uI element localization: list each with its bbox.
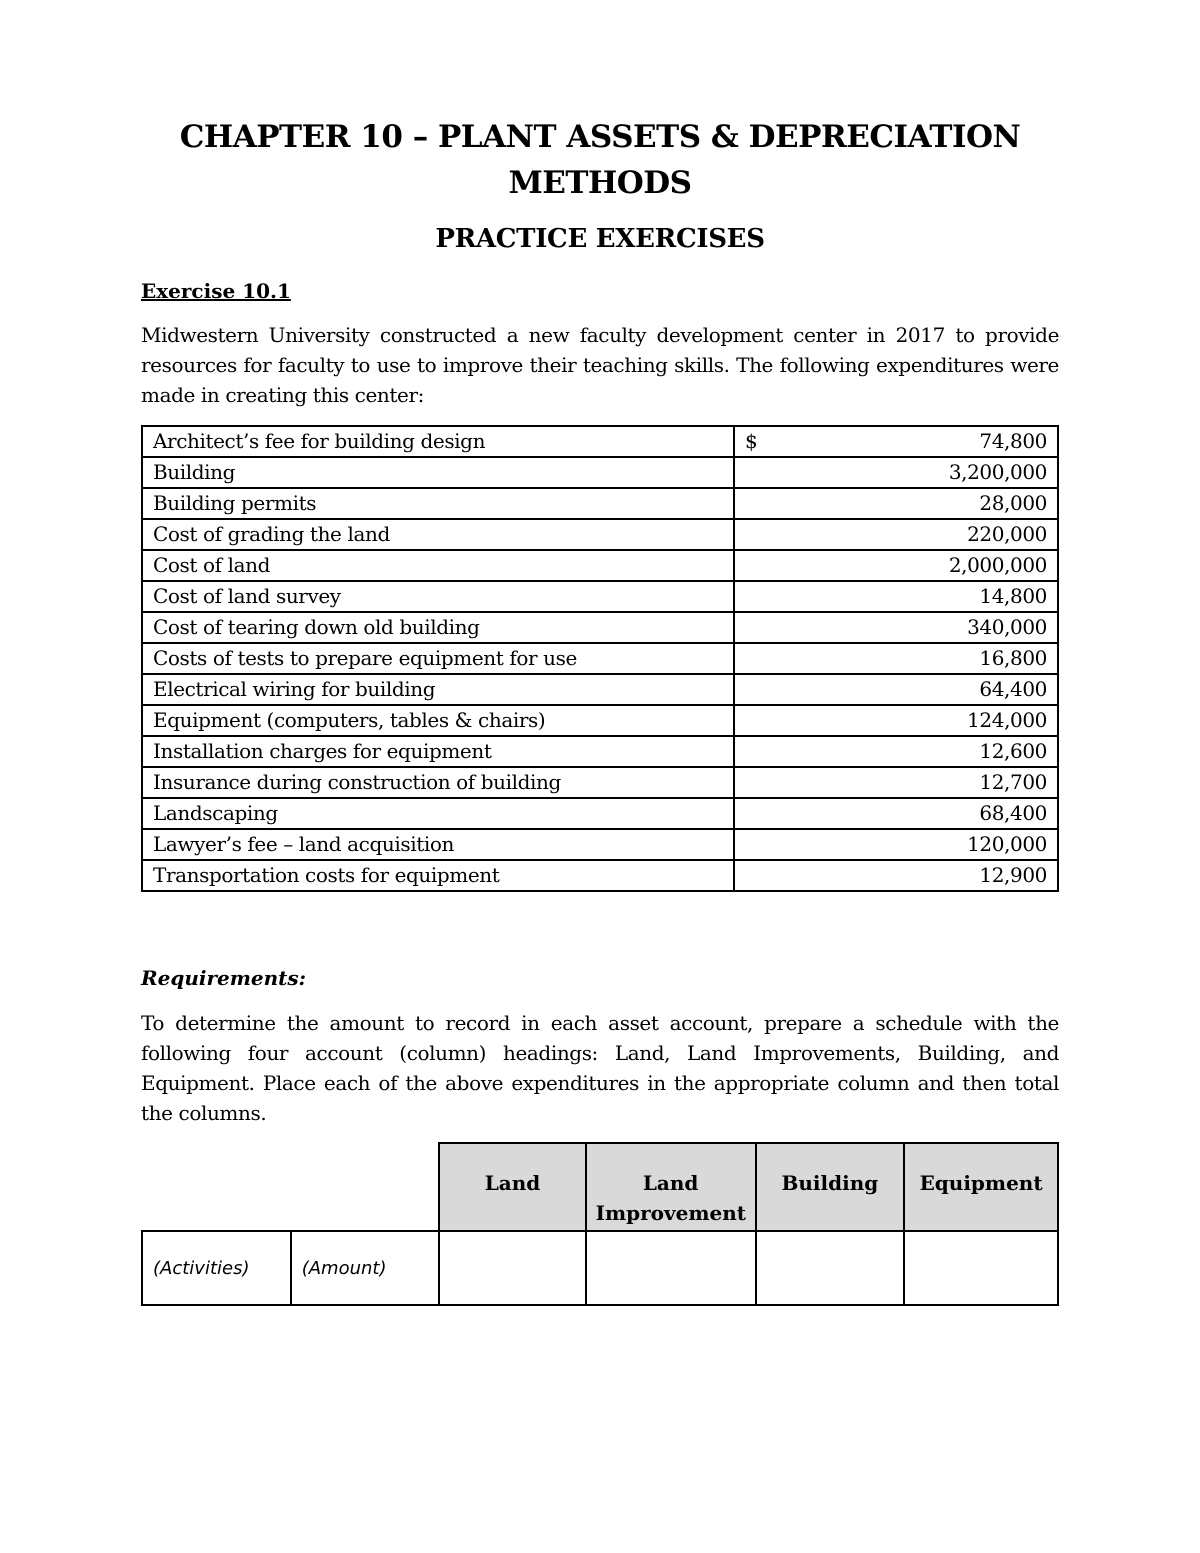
expenditure-row: [142, 767, 1058, 798]
expenditure-row: [142, 519, 1058, 550]
section-subtitle: PRACTICE EXERCISES: [435, 224, 765, 254]
expenditure-amount: 120,000: [967, 832, 1047, 856]
expenditure-amount: 74,800: [979, 429, 1047, 453]
expenditure-amount: 12,700: [979, 770, 1047, 794]
expenditure-row: [142, 457, 1058, 488]
expenditure-row: [142, 488, 1058, 519]
expenditure-amount-cell: [734, 705, 1058, 736]
schedule-header-row: [142, 1143, 1058, 1231]
expenditure-amount: 3,200,000: [948, 460, 1047, 484]
expenditure-row: [142, 674, 1058, 705]
expenditure-row: [142, 705, 1058, 736]
expenditure-item: Insurance during construction of building: [142, 767, 734, 798]
schedule-header-land: Land: [439, 1143, 585, 1231]
expenditure-amount: 124,000: [967, 708, 1047, 732]
expenditure-amount-cell: [734, 674, 1058, 705]
schedule-land-cell[interactable]: [439, 1231, 585, 1305]
expenditures-table: [141, 425, 1059, 892]
chapter-title: CHAPTER 10 – PLANT ASSETS & DEPRECIATION METHODS: [179, 119, 1021, 201]
expenditure-row: [142, 643, 1058, 674]
expenditure-item: Building: [142, 457, 734, 488]
schedule-amount-cell[interactable]: (Amount): [291, 1231, 440, 1305]
expenditure-amount: 12,600: [979, 739, 1047, 763]
schedule-building-cell[interactable]: [756, 1231, 905, 1305]
expenditure-item: Landscaping: [142, 798, 734, 829]
requirements-body: To determine the amount to record in each asset account, prepare a schedule with the following four account (column) headings: Land, Land Improvements, Building, and Equipment. Place each of the above expenditures in the appropriate column and then total the columns.: [141, 1011, 1059, 1125]
schedule-land-improvement-cell[interactable]: [586, 1231, 756, 1305]
expenditure-amount-cell: [734, 860, 1058, 891]
schedule-equipment-cell[interactable]: [904, 1231, 1058, 1305]
expenditure-row: [142, 798, 1058, 829]
expenditure-amount-cell: [734, 798, 1058, 829]
schedule-body-row: [142, 1231, 1058, 1305]
expenditure-amount-cell: [734, 550, 1058, 581]
expenditure-amount: 64,400: [979, 677, 1047, 701]
expenditure-item: Costs of tests to prepare equipment for use: [142, 643, 734, 674]
schedule-header-equipment: Equipment: [904, 1143, 1058, 1231]
expenditure-item: Equipment (computers, tables & chairs): [142, 705, 734, 736]
expenditure-amount-cell: [734, 612, 1058, 643]
expenditure-row: [142, 736, 1058, 767]
expenditure-item: Cost of grading the land: [142, 519, 734, 550]
expenditure-item: Cost of land: [142, 550, 734, 581]
expenditure-row: [142, 581, 1058, 612]
exercise-intro: Midwestern University constructed a new faculty development center in 2017 to provide resources for faculty to use to improve their teaching skills. The following expenditures were made in creating this center:: [141, 323, 1059, 407]
exercise-heading: Exercise 10.1: [141, 279, 291, 303]
requirements-heading: Requirements:: [141, 966, 307, 990]
expenditure-amount: 68,400: [979, 801, 1047, 825]
expenditure-amount: 2,000,000: [948, 553, 1047, 577]
expenditure-row: [142, 550, 1058, 581]
expenditure-amount-cell: [734, 581, 1058, 612]
expenditure-item: Building permits: [142, 488, 734, 519]
expenditure-row: [142, 829, 1058, 860]
schedule-header-land-improvement-text: Land Improvement: [595, 1171, 746, 1225]
schedule-header-building: Building: [756, 1143, 905, 1231]
schedule-header-land-improvement: [586, 1143, 756, 1231]
expenditure-amount-cell: [734, 457, 1058, 488]
expenditure-item: Transportation costs for equipment: [142, 860, 734, 891]
expenditure-amount: 220,000: [967, 522, 1047, 546]
expenditure-amount-cell: [734, 519, 1058, 550]
schedule-table: [141, 1142, 1059, 1306]
expenditure-amount: 14,800: [979, 584, 1047, 608]
schedule-header-blank: [142, 1143, 439, 1231]
currency-symbol: $: [745, 429, 758, 453]
expenditure-amount: 16,800: [979, 646, 1047, 670]
expenditure-amount: 12,900: [979, 863, 1047, 887]
expenditure-row: [142, 860, 1058, 891]
expenditure-item: Lawyer’s fee – land acquisition: [142, 829, 734, 860]
expenditure-amount-cell: [734, 488, 1058, 519]
expenditure-row: [142, 426, 1058, 457]
expenditure-amount-cell: [734, 426, 1058, 457]
expenditure-item: Installation charges for equipment: [142, 736, 734, 767]
expenditure-item: Cost of land survey: [142, 581, 734, 612]
expenditure-amount-cell: [734, 736, 1058, 767]
schedule-activities-cell[interactable]: (Activities): [142, 1231, 291, 1305]
expenditure-item: Electrical wiring for building: [142, 674, 734, 705]
expenditure-item: Architect’s fee for building design: [142, 426, 734, 457]
expenditure-amount-cell: [734, 643, 1058, 674]
expenditure-amount-cell: [734, 829, 1058, 860]
expenditure-amount: 28,000: [979, 491, 1047, 515]
expenditure-item: Cost of tearing down old building: [142, 612, 734, 643]
expenditure-amount: 340,000: [967, 615, 1047, 639]
expenditure-amount-cell: [734, 767, 1058, 798]
expenditure-row: [142, 612, 1058, 643]
